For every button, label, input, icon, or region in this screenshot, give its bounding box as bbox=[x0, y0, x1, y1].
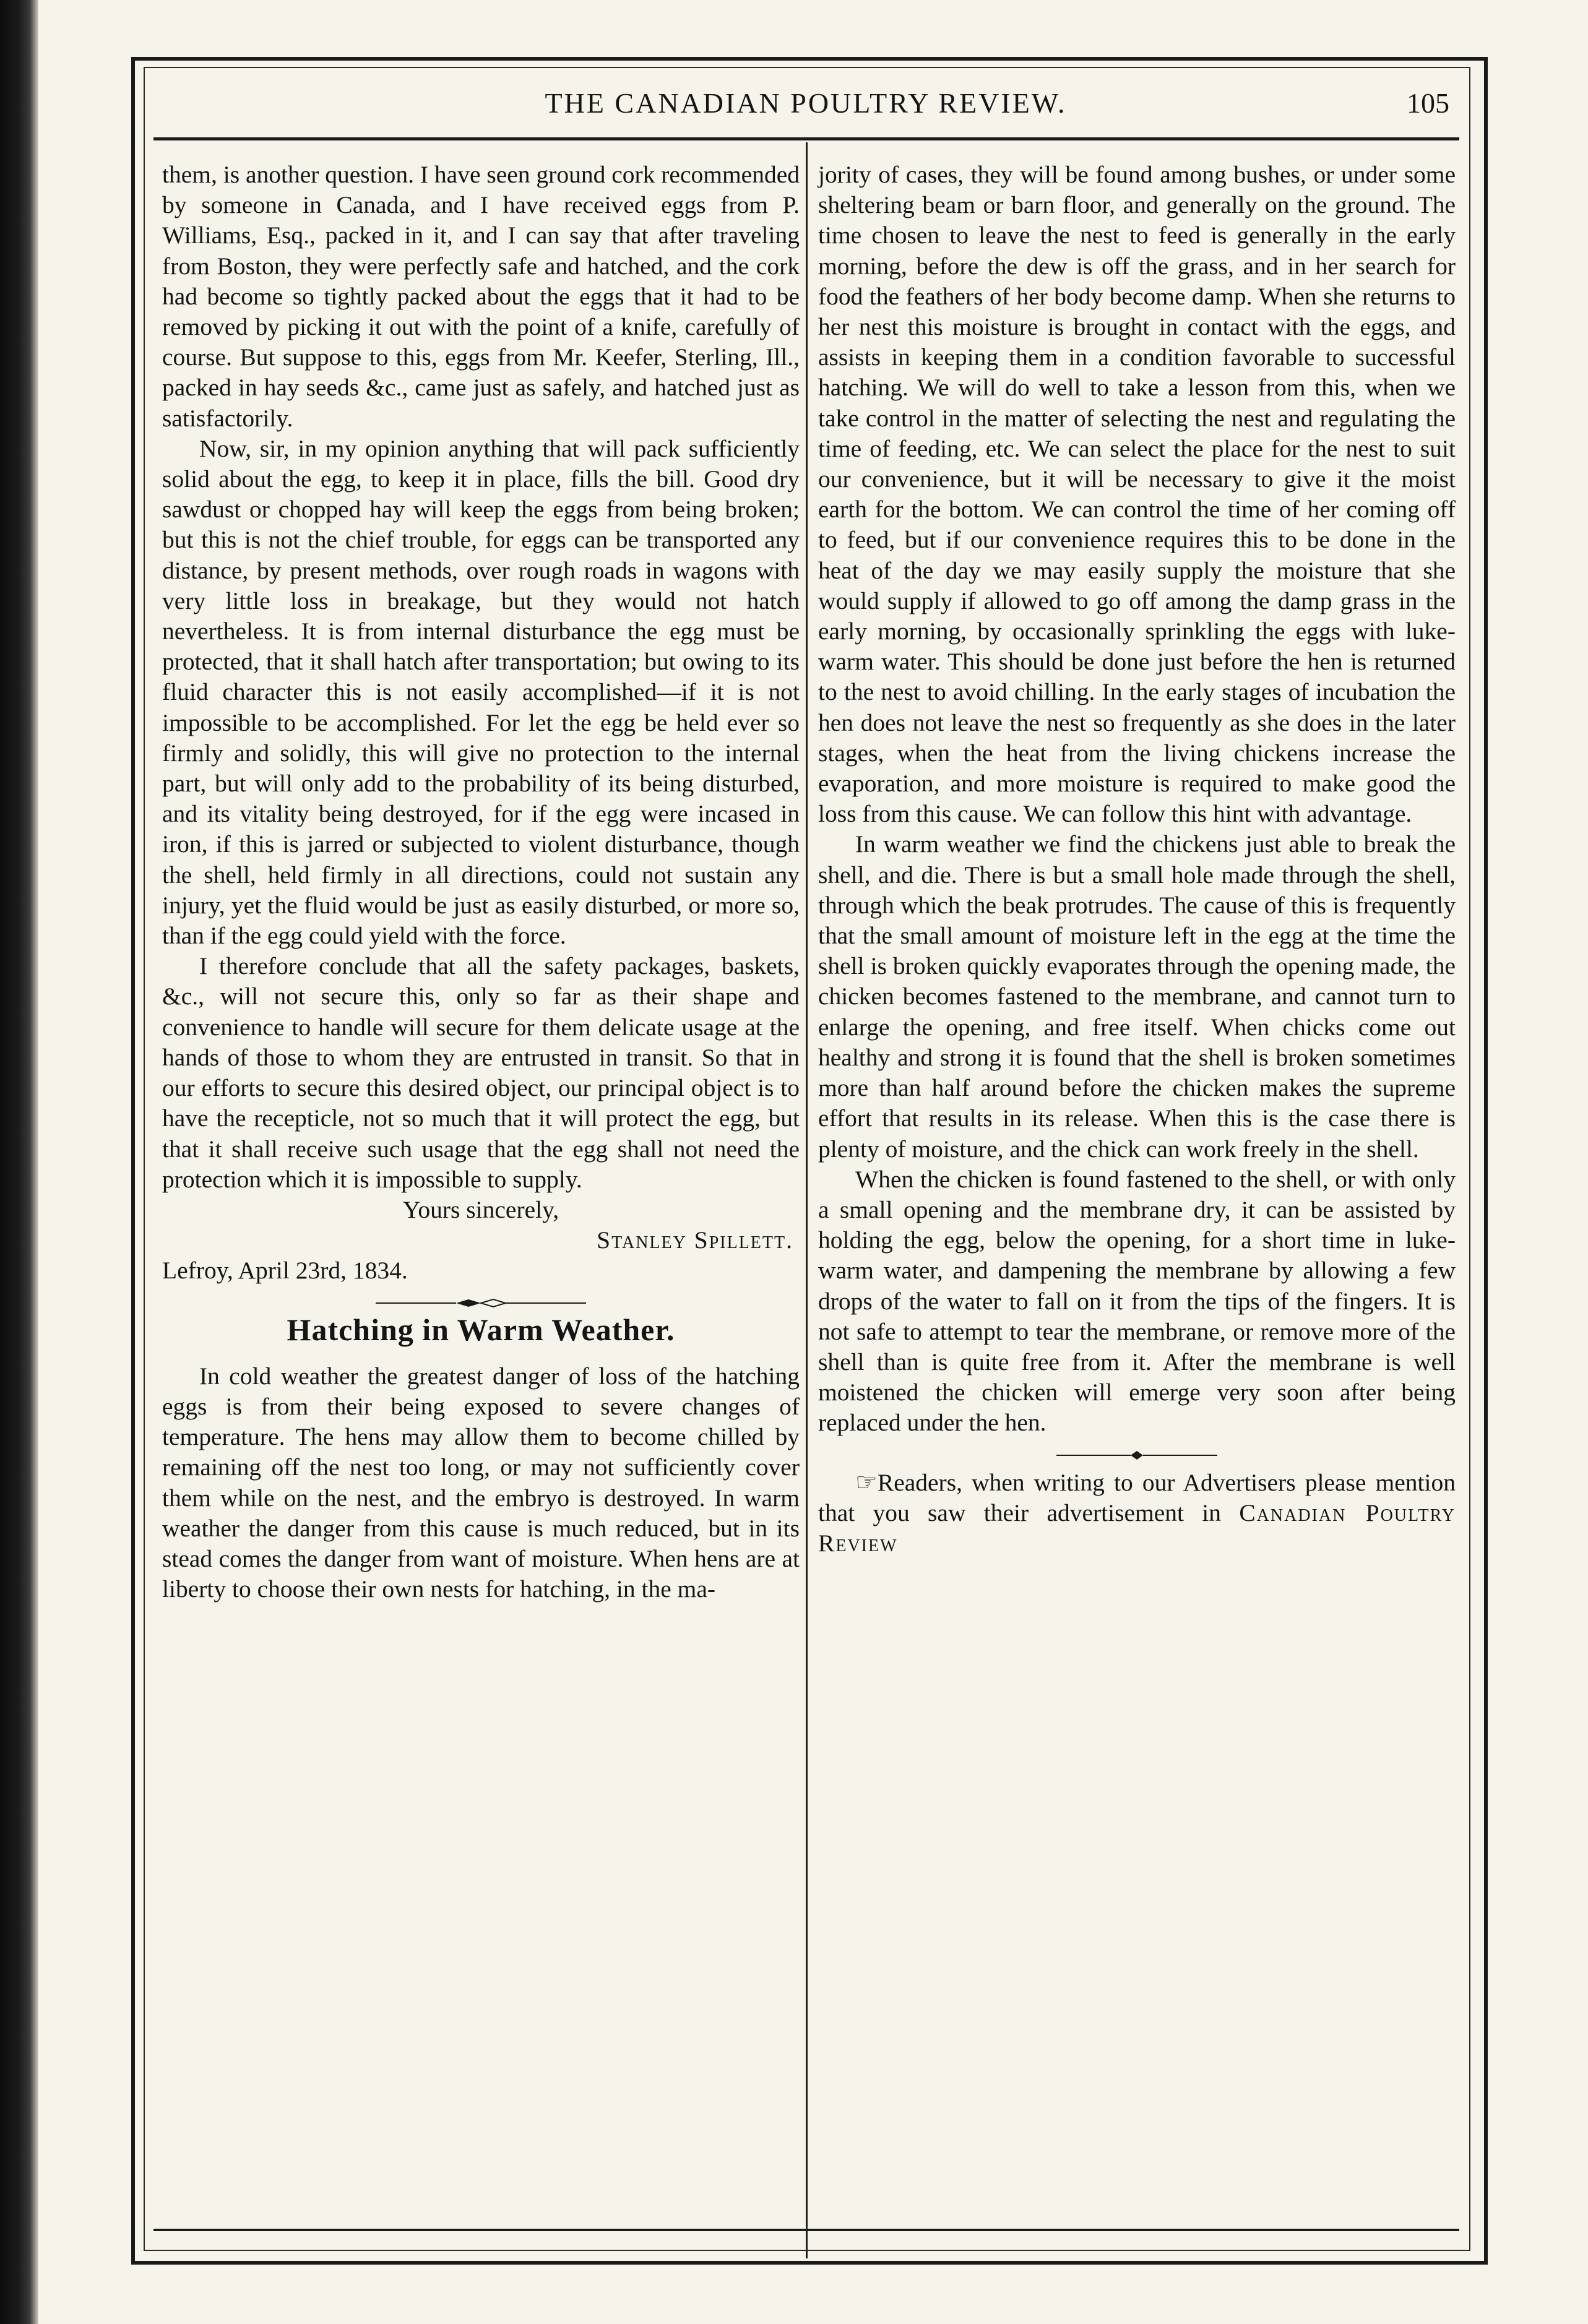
header-rule bbox=[153, 137, 1459, 140]
section-heading: Hatching in Warm Weather. bbox=[287, 1312, 675, 1347]
ornament-rule bbox=[1032, 1450, 1242, 1461]
advertiser-notice bbox=[818, 1467, 1456, 1559]
ornament-rule bbox=[376, 1298, 586, 1309]
journal-title: THE CANADIAN POULTRY REVIEW. bbox=[545, 87, 1067, 119]
pointing-hand-icon: ☞ bbox=[855, 1468, 878, 1496]
paragraph: I therefore conclude that all the safety packages, baskets, &c., will not secure this, only so far as their shape and convenience to handle will secure for them delicate usage at the hands of those to whom they are entrusted in transit. So that in our efforts to secure this desired object, our principal object is to have the recepticle, not so much that it will protect the egg, but that it shall receive such usage that the egg shall not need the protection which it is impossible to supply. bbox=[162, 952, 800, 1193]
right-column bbox=[818, 160, 1456, 1559]
letter-signoff: Yours sincerely, bbox=[402, 1195, 559, 1223]
paragraph: When the chicken is found fastened to the shell, or with only a small opening and the membrane dry, it can be assisted by holding the egg, below the opening, for a short time in luke-warm water, and dampening the membrane by allowing a few drops of the water to fall on it from the tips of the fingers. It is not safe to attempt to tear the membrane, or remove more of the shell than is quite free from it. After the membrane is well moistened the chicken will emerge very soon after being replaced under the hen. bbox=[818, 1165, 1456, 1437]
paragraph: them, is another question. I have seen ground cork recommended by someone in Canada, and I have received eggs from P. Williams, Esq., packed in it, and I can say that after traveling from Boston, they were perfectly safe and hatched, and the cork had become so tightly packed about the eggs that it had to be removed by picking it out with the point of a knife, carefully of course. But suppose to this, eggs from Mr. Keefer, Sterling, Ill., packed in hay seeds &c., came just as safely, and hatched just as satisfactorily. bbox=[162, 161, 800, 432]
footer-rule bbox=[153, 2229, 1459, 2231]
notice-text: Readers, when writing to our Advertisers please mention that you saw their advertisement in bbox=[818, 1468, 1456, 1526]
paragraph: In cold weather the greatest danger of loss of the hatching eggs is from their being exposed to severe changes of temperature. The hens may allow them to become chilled by remaining off the nest too long, or may not sufficiently cover them while on the nest, and the embryo is destroyed. In warm weather the danger from this cause is much reduced, but in its stead comes the danger from want of moisture. When hens are at liberty to choose their own nests for hatching, in the ma- bbox=[162, 1362, 800, 1603]
paragraph: jority of cases, they will be found among bushes, or under some sheltering beam or barn floor, and generally on the ground. The time chosen to leave the nest to feed is generally in the early morning, before the dew is off the grass, and in her search for food the feathers of her body become damp. When she returns to her nest this moisture is brought in contact with the eggs, and assists in keeping them in a condition favorable to successful hatching. We will do well to take a lesson from this, when we take control in the matter of selecting the nest and regulating the time of feeding, etc. We can select the place for the nest to suit our convenience, but it will be necessary to give it the moist earth for the bottom. We can control the time of her coming off to feed, but if our convenience requires this to be done in the heat of the day we may easily supply the moisture that she would supply if allowed to go off among the damp grass in the early morning, by occasionally sprinkling the eggs with luke-warm water. This should be done just before the hen is returned to the nest to avoid chilling. In the early stages of incubation the hen does not leave the nest so frequently as she does in the later stages, when the heat from the living chickens increase the evaporation, and more moisture is required to make good the loss from this cause. We can follow this hint with advantage. bbox=[818, 161, 1456, 828]
page-number: 105 bbox=[1407, 87, 1449, 119]
left-column bbox=[162, 160, 800, 1604]
paragraph: Now, sir, in my opinion anything that will pack sufficiently solid about the egg, to keep it in place, fills the bill. Good dry sawdust or chopped hay will keep the eggs from being broken; but this is not the chief trouble, for eggs can be transported any distance, by present methods, over rough roads in wagons with very little loss in breakage, but they would not hatch nevertheless. It is from internal disturbance the egg must be protected, that it shall hatch after transportation; but owing to its fluid character this is not easily accomplished—if it is not impossible to be accomplished. For let the egg be held ever so firmly and solidly, this will give no protection to the internal part, but will only add to the probability of its being disturbed, and its vitality being destroyed, for if the egg were incased in iron, if this is jarred or subjected to violent disturbance, though the shell, held firmly in all directions, could not sustain any injury, yet the fluid would be just as easily disturbed, or more so, than if the egg could yield with the force. bbox=[162, 434, 800, 950]
letter-dateline: Lefroy, April 23rd, 1834. bbox=[162, 1257, 408, 1285]
letter-signature: Stanley Spillett. bbox=[597, 1226, 793, 1254]
running-head bbox=[144, 87, 1468, 136]
page-binding-edge bbox=[0, 0, 38, 2324]
paragraph: In warm weather we find the chickens just able to break the shell, and die. There is but a small hole made through the shell, through which the beak protrudes. The cause of this is frequently that the small amount of moisture left in the egg at the time the shell is broken quickly evaporates through the opening made, the chicken becomes fastened to the membrane, and cannot turn to enlarge the opening, and free itself. When chicks come out healthy and strong it is found that the shell is broken sometimes more than half around before the chicken makes the supreme effort that results in its release. When this is the case there is plenty of moisture, and the chick can work freely in the shell. bbox=[818, 830, 1456, 1163]
column-divider bbox=[806, 142, 808, 2258]
notice-journal-name: Canadian Poultry Review bbox=[818, 1499, 1456, 1557]
